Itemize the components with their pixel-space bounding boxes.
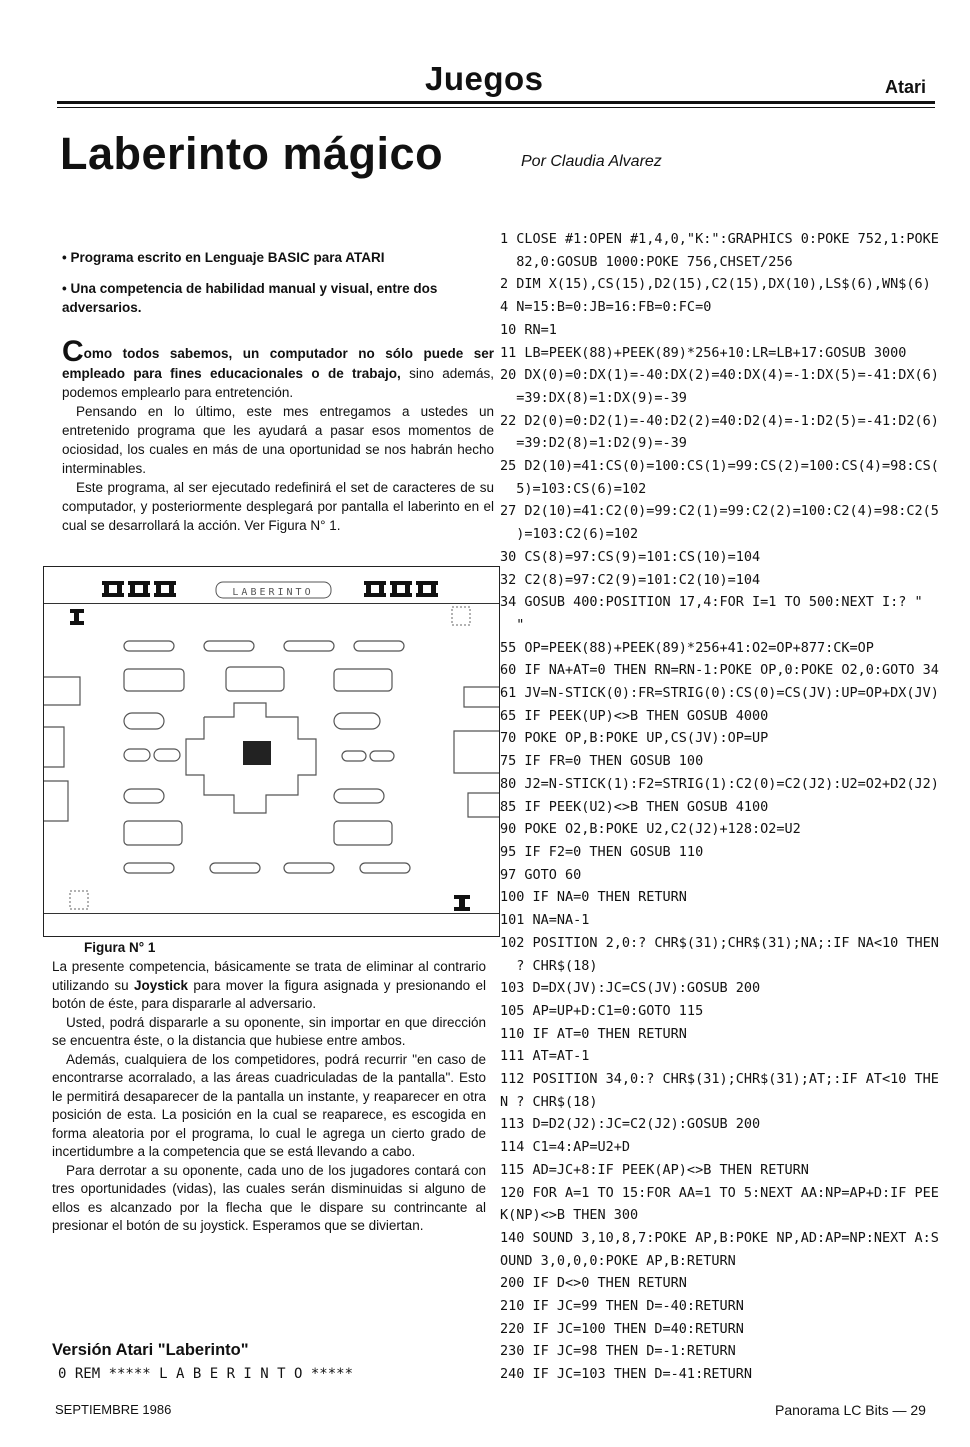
code-line: OUND 3,0,0,0:POKE AP,B:RETURN [500, 1252, 736, 1269]
code-rem-line: 0 REM ***** L A B E R I N T O ***** [58, 1366, 354, 1382]
code-line: 90 POKE O2,B:POKE U2,C2(J2)+128:O2=U2 [500, 821, 801, 838]
code-line: 5)=103:CS(6)=102 [500, 480, 647, 497]
code-line: 240 IF JC=103 THEN D=-41:RETURN [500, 1366, 752, 1383]
footer-date: SEPTIEMBRE 1986 [55, 1402, 172, 1417]
player-two-lives-icon [364, 581, 438, 597]
code-line: " [500, 616, 525, 633]
article-title: Laberinto mágico [60, 128, 444, 179]
basic-code-listing [500, 228, 945, 1386]
code-line: 11 LB=PEEK(88)+PEEK(89)*256+10:LR=LB+17:GOSUB 3000 [500, 344, 907, 361]
code-line: 25 D2(10)=41:CS(0)=100:CS(1)=99:CS(2)=100:CS(4)=98:CS( [500, 458, 939, 475]
footer-page: Panorama LC Bits — 29 [775, 1402, 926, 1418]
code-line: 20 DX(0)=0:DX(1)=-40:DX(2)=40:DX(4)=-1:DX(5)=-41:DX(6) [500, 367, 939, 384]
joystick-term: Joystick [134, 977, 189, 993]
code-line: 75 IF FR=0 THEN GOSUB 100 [500, 753, 704, 770]
maze-top-wall [44, 603, 499, 604]
joystick-text-before: La presente competencia, básicamente se trata de eliminar al contrario utilizando su [52, 959, 486, 993]
player-one-icon [70, 609, 84, 625]
code-line: 112 POSITION 34,0:? CHR$(31);CHR$(31);AT;:IF AT<10 THE [500, 1071, 939, 1088]
code-line: 10 RN=1 [500, 321, 557, 338]
code-line: 22 D2(0)=0:D2(1)=-40:D2(2)=40:D2(4)=-1:D2(5)=-41:D2(6) [500, 412, 939, 429]
code-line: 70 POKE OP,B:POKE UP,CS(JV):OP=UP [500, 730, 769, 747]
code-line: 110 IF AT=0 THEN RETURN [500, 1025, 687, 1042]
code-line: 32 C2(8)=97:C2(9)=101:C2(10)=104 [500, 571, 761, 588]
maze-center-block [243, 741, 271, 765]
header-rule [57, 101, 935, 104]
code-line: 220 IF JC=100 THEN D=40:RETURN [500, 1320, 744, 1337]
maze-label: LABERINTO [232, 587, 314, 598]
maze-figure [43, 566, 500, 937]
code-line: =39:D2(8)=1:D2(9)=-39 [500, 435, 687, 452]
code-line: N ? CHR$(18) [500, 1093, 598, 1110]
code-line: 95 IF F2=0 THEN GOSUB 110 [500, 843, 704, 860]
joystick-text-after: para mover la figura asignada y presionando el botón de éste, para dispararle al adversario. [52, 977, 486, 1011]
bullet-list [62, 248, 494, 329]
code-line: 101 NA=NA-1 [500, 912, 590, 929]
code-line: 97 GOTO 60 [500, 866, 582, 883]
paragraph: Pensando en lo último, este mes entregamos a ustedes un entretenido programa que les ayudará a pasar esos momentos de ociosidad, los cuales en más de una oportunidad se nos habrán hecho interminables. [62, 404, 494, 476]
code-line: 114 C1=4:AP=U2+D [500, 1139, 631, 1156]
paragraph: Este programa, al ser ejecutado redefinirá el set de caracteres de su computador, y posteriormente desplegará por pantalla el laberinto en el cual se desarrollará la acción. Ver Figura N° 1. [62, 480, 494, 533]
header-rule-thin [57, 107, 935, 108]
paragraph: Además, cualquiera de los competidores, podrá recurrir "en caso de encontrarse acorralado, a las áreas cuadriculadas de la pantalla". Esto le permitirá desaparecer de la pantalla un instante, y reaparecer en otra posición de esta. La posición en la cual se reaparece, es escogida en forma aleatoria por el programa, lo cual le agrega un cierto grado de incertidumbre a la competencia que se está llevando a cabo. [52, 1051, 486, 1159]
intro-lead: omo todos sabemos, un computador no sólo puede ser empleado para fines educacionales o de trabajo, [62, 346, 494, 381]
intro-paragraph [62, 335, 494, 402]
paragraph: Usted, podrá dispararle a su oponente, sin importar en que dirección se encuentra éste, o la distancia que hubiese entre ambos. [52, 1014, 486, 1048]
code-line: 60 IF NA+AT=0 THEN RN=RN-1:POKE OP,0:POKE O2,0:GOTO 34 [500, 662, 939, 679]
paragraph: Para derrotar a su oponente, cada uno de los jugadores contará con tres oportunidades (vidas), las cuales serán disminuidas si alguno de ellos es alcanzado por la flecha que le dispare su contrincante al presionar el botón de su joystick. Esperamos que se diviertan. [52, 1162, 486, 1233]
code-line: 55 OP=PEEK(88)+PEEK(89)*256+41:O2=OP+877:CK=OP [500, 639, 874, 656]
code-line: 61 JV=N-STICK(0):FR=STRIG(0):CS(0)=CS(JV):UP=OP+DX(JV) [500, 685, 939, 702]
code-line: 85 IF PEEK(U2)<>B THEN GOSUB 4100 [500, 798, 769, 815]
code-line: 100 IF NA=0 THEN RETURN [500, 889, 687, 906]
code-line: 111 AT=AT-1 [500, 1048, 590, 1065]
code-line: 65 IF PEEK(UP)<>B THEN GOSUB 4000 [500, 707, 769, 724]
teleport-zone-top-right [452, 607, 470, 625]
code-line: 30 CS(8)=97:CS(9)=101:CS(10)=104 [500, 548, 761, 565]
code-line: 105 AP=UP+D:C1=0:GOTO 115 [500, 1002, 704, 1019]
intro-text [62, 335, 494, 535]
maze-illustration [44, 567, 499, 936]
code-line: 102 POSITION 2,0:? CHR$(31);CHR$(31);NA;:IF NA<10 THEN [500, 934, 939, 951]
bullet-item: • Programa escrito en Lenguaje BASIC para ATARI [62, 250, 385, 265]
drop-cap: C [62, 335, 84, 368]
code-line: 103 D=DX(JV):JC=CS(JV):GOSUB 200 [500, 980, 761, 997]
code-line: 113 D=D2(J2):JC=C2(J2):GOSUB 200 [500, 1116, 761, 1133]
figure-caption: Figura N° 1 [84, 940, 156, 955]
code-line: 115 AD=JC+8:IF PEEK(AP)<>B THEN RETURN [500, 1161, 809, 1178]
code-line: =39:DX(8)=1:DX(9)=-39 [500, 389, 687, 406]
code-line: ? CHR$(18) [500, 957, 598, 974]
maze-walls [44, 641, 499, 873]
player-one-lives-icon [102, 581, 176, 597]
code-line: 120 FOR A=1 TO 15:FOR AA=1 TO 5:NEXT AA:NP=AP+D:IF PEE [500, 1184, 939, 1201]
code-line: 200 IF D<>0 THEN RETURN [500, 1275, 687, 1292]
version-heading: Versión Atari "Laberinto" [52, 1341, 249, 1359]
code-line: K(NP)<>B THEN 300 [500, 1207, 639, 1224]
body-text [52, 958, 486, 1236]
section-title: Juegos [425, 60, 544, 97]
code-line: )=103:C2(6)=102 [500, 526, 639, 543]
code-line: 230 IF JC=98 THEN D=-1:RETURN [500, 1343, 736, 1360]
teleport-zone-bottom-left [70, 891, 88, 909]
code-line: 210 IF JC=99 THEN D=-40:RETURN [500, 1298, 744, 1315]
code-line: 80 J2=N-STICK(1):F2=STRIG(1):C2(0)=C2(J2):U2=O2+D2(J2) [500, 775, 939, 792]
code-line: 2 DIM X(15),CS(15),D2(15),C2(15),DX(10),LS$(6),WN$(6) [500, 276, 931, 293]
player-two-icon [454, 895, 470, 911]
intro-rest: sino además, podemos emplearlo para entretención. [62, 366, 494, 400]
code-line: 34 GOSUB 400:POSITION 17,4:FOR I=1 TO 500:NEXT I:? " [500, 594, 923, 611]
code-line: 4 N=15:B=0:JB=16:FB=0:FC=0 [500, 299, 712, 316]
brand-label: Atari [885, 77, 927, 97]
bullet-item: • Una competencia de habilidad manual y visual, entre dos adversarios. [62, 281, 438, 315]
maze-bottom-wall [44, 913, 499, 914]
byline: Por Claudia Alvarez [521, 153, 662, 170]
paragraph-joystick [52, 958, 486, 1014]
code-line: 1 CLOSE #1:OPEN #1,4,0,"K:":GRAPHICS 0:POKE 752,1:POKE [500, 231, 939, 247]
code-line: 140 SOUND 3,10,8,7:POKE AP,B:POKE NP,AD:AP=NP:NEXT A:S [500, 1229, 939, 1246]
code-line: 82,0:GOSUB 1000:POKE 756,CHSET/256 [500, 253, 793, 270]
code-line: 27 D2(10)=41:C2(0)=99:C2(1)=99:C2(2)=100:C2(4)=98:C2(5 [500, 503, 939, 520]
